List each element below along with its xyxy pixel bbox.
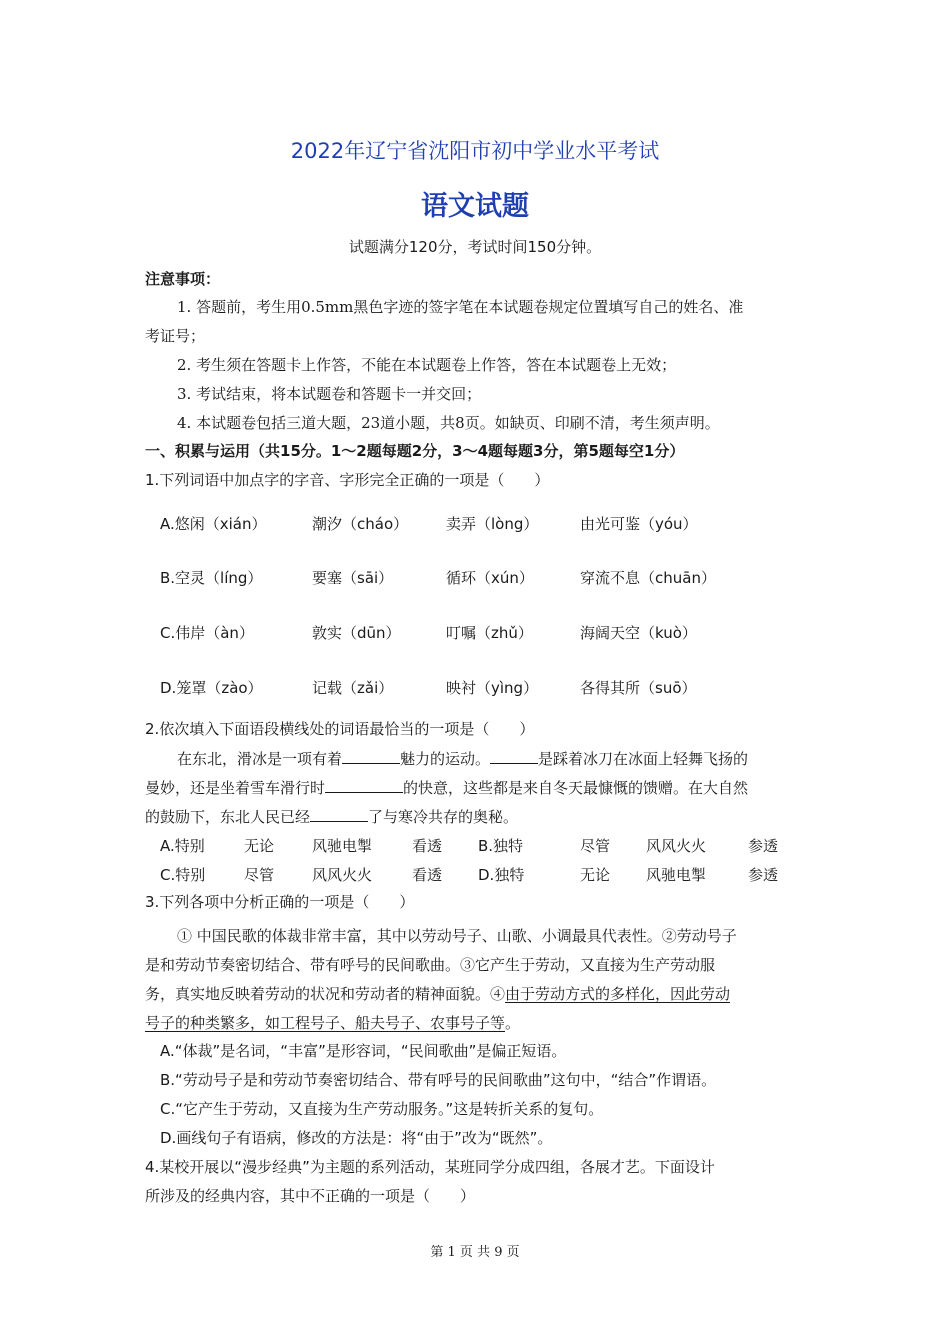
q2-option-b-1: B.独特: [478, 837, 524, 855]
q3-option-b: B.“劳动号子是和劳动节奏密切结合、带有呼号的民间歌曲”这句中，“结合”作谓语。: [160, 1071, 717, 1089]
q1-option-a-word-2: 潮汐（cháo）: [312, 515, 409, 533]
q1-option-c-word-3: 叮嘱（zhǔ）: [446, 624, 533, 642]
q2-text: 了与寒冷共存的奥秘。: [368, 808, 519, 826]
q2-passage-line-2: [145, 777, 810, 799]
q1-option-c-word-2: 敦实（dūn）: [312, 624, 401, 642]
page-number: 第 1 页 共 9 页: [430, 1245, 520, 1260]
notice-item-3: 3. 考试结束，将本试题卷和答题卡一并交回；: [177, 385, 482, 403]
q2-option-c-4: 看透: [412, 866, 443, 884]
q1-option-c-word-1: C.伟岸（àn）: [160, 624, 254, 642]
q2-text: 的鼓励下，东北人民已经: [145, 808, 311, 826]
q3-option-a: A.“体裁”是名词，“丰富”是形容词，“民间歌曲”是偏正短语。: [160, 1042, 567, 1060]
q1-option-d-word-2: 记载（zǎi）: [312, 679, 394, 697]
q3-passage-line-2: 是和劳动节奏密切结合、带有呼号的民间歌曲。③它产生于劳动，又直接为生产劳动服: [145, 956, 716, 974]
q2-option-b-2: 尽管: [580, 837, 611, 855]
q2-option-a-2: 无论: [244, 837, 275, 855]
notice-heading: 注意事项：: [145, 270, 221, 288]
q3-passage-line-1: ① 中国民歌的体裁非常丰富，其中以劳动号子、山歌、小调最具代表性。②劳动号子: [177, 927, 737, 945]
q1-option-a-word-4: 由光可鉴（yóu）: [580, 515, 698, 533]
q2-text: 魅力的运动。: [400, 750, 491, 768]
q1-option-row-a: [160, 512, 810, 536]
q1-option-d-word-1: D.笼罩（zào）: [160, 679, 263, 697]
notice-item-2: 2. 考生须在答题卡上作答，不能在本试题卷上作答，答在本试题卷上无效；: [177, 356, 677, 374]
q2-option-row-cd: [160, 863, 810, 887]
q1-option-d-word-3: 映衬（yìng）: [446, 679, 539, 697]
q3-option-d: D.画线句子有语病，修改的方法是：将“由于”改为“既然”。: [160, 1129, 553, 1147]
q2-blank-4: [310, 806, 368, 822]
q3-passage-line-3: [145, 983, 810, 1005]
q2-option-c-3: 风风火火: [312, 866, 373, 884]
q2-option-d-1: D.独特: [478, 866, 525, 884]
q2-text: 曼妙，还是坐着雪车滑行时: [145, 779, 326, 797]
q1-option-c-word-4: 海阔天空（kuò）: [580, 624, 697, 642]
q2-text: 是踩着冰刀在冰面上轻舞飞扬的: [538, 750, 749, 768]
q1-option-a-word-1: A.悠闲（xián）: [160, 515, 267, 533]
q1-option-row-d: [160, 676, 810, 700]
q2-text: 在东北，滑冰是一项有着: [177, 750, 343, 768]
notice-item-1-cont: 考证号；: [145, 327, 206, 345]
q1-option-b-word-3: 循环（xún）: [446, 569, 534, 587]
q2-blank-3: [325, 777, 403, 793]
q1-option-d-word-4: 各得其所（suō）: [580, 679, 697, 697]
q1-option-b-word-1: B.空灵（líng）: [160, 569, 263, 587]
q3-passage-line-4: [145, 1012, 810, 1034]
question-3-stem: 3.下列各项中分析正确的一项是（ ）: [145, 893, 415, 911]
q2-option-a-1: A.特别: [160, 837, 205, 855]
q2-option-d-4: 参透: [748, 866, 779, 884]
q3-text: 务，真实地反映着劳动的状况和劳动者的精神面貌。④: [145, 985, 506, 1003]
q3-underlined-sentence-cont: 号子的种类繁多，如工程号子、船夫号子、农事号子等: [145, 1014, 506, 1032]
question-2-stem: 2.依次填入下面语段横线处的词语最恰当的一项是（ ）: [145, 720, 535, 738]
q2-option-a-4: 看透: [412, 837, 443, 855]
q2-option-d-2: 无论: [580, 866, 611, 884]
q1-option-b-word-4: 穿流不息（chuān）: [580, 569, 716, 587]
q1-option-row-b: [160, 566, 810, 590]
notice-item-4: 4. 本试题卷包括三道大题，23道小题，共8页。如缺页、印刷不清，考生须声明。: [177, 414, 720, 432]
question-4-stem-cont: 所涉及的经典内容，其中不正确的一项是（ ）: [145, 1187, 476, 1205]
subject-title: 语文试题: [421, 191, 529, 222]
q3-text: 。: [505, 1014, 521, 1032]
q2-option-d-3: 风驰电掣: [646, 866, 707, 884]
q2-option-a-3: 风驰电掣: [312, 837, 373, 855]
q2-option-b-4: 参透: [748, 837, 779, 855]
q3-underlined-sentence: 由于劳动方式的多样化，因此劳动: [505, 985, 731, 1003]
q2-option-c-2: 尽管: [244, 866, 275, 884]
question-1-stem: 1.下列词语中加点字的字音、字形完全正确的一项是（ ）: [145, 471, 550, 489]
q2-option-b-3: 风风火火: [646, 837, 707, 855]
question-4-stem: 4.某校开展以“漫步经典”为主题的系列活动，某班同学分成四组，各展才艺。下面设计: [145, 1158, 715, 1176]
exam-info: 试题满分120分，考试时间150分钟。: [348, 238, 602, 256]
q1-option-b-word-2: 要塞（sāi）: [312, 569, 394, 587]
q2-passage-line-3: [145, 806, 810, 828]
exam-title: 2022年辽宁省沈阳市初中学业水平考试: [290, 139, 660, 163]
q1-option-row-c: [160, 621, 810, 645]
q2-option-row-ab: [160, 834, 810, 858]
q2-blank-1: [342, 748, 400, 764]
q1-option-a-word-3: 卖弄（lòng）: [446, 515, 539, 533]
q2-option-c-1: C.特别: [160, 866, 206, 884]
section-1-heading: 一、积累与运用（共15分。1～2题每题2分，3～4题每题3分，第5题每空1分）: [145, 442, 685, 460]
q3-option-c: C.“它产生于劳动，又直接为生产劳动服务。”这是转折关系的复句。: [160, 1100, 604, 1118]
q2-passage-line-1: [177, 748, 810, 770]
q2-text: 的快意，这些都是来自冬天最慷慨的馈赠。在大自然: [403, 779, 749, 797]
notice-item-1: 1. 答题前，考生用0.5mm黑色字迹的签字笔在本试题卷规定位置填写自己的姓名、准: [177, 298, 744, 316]
q2-blank-2: [490, 748, 538, 764]
